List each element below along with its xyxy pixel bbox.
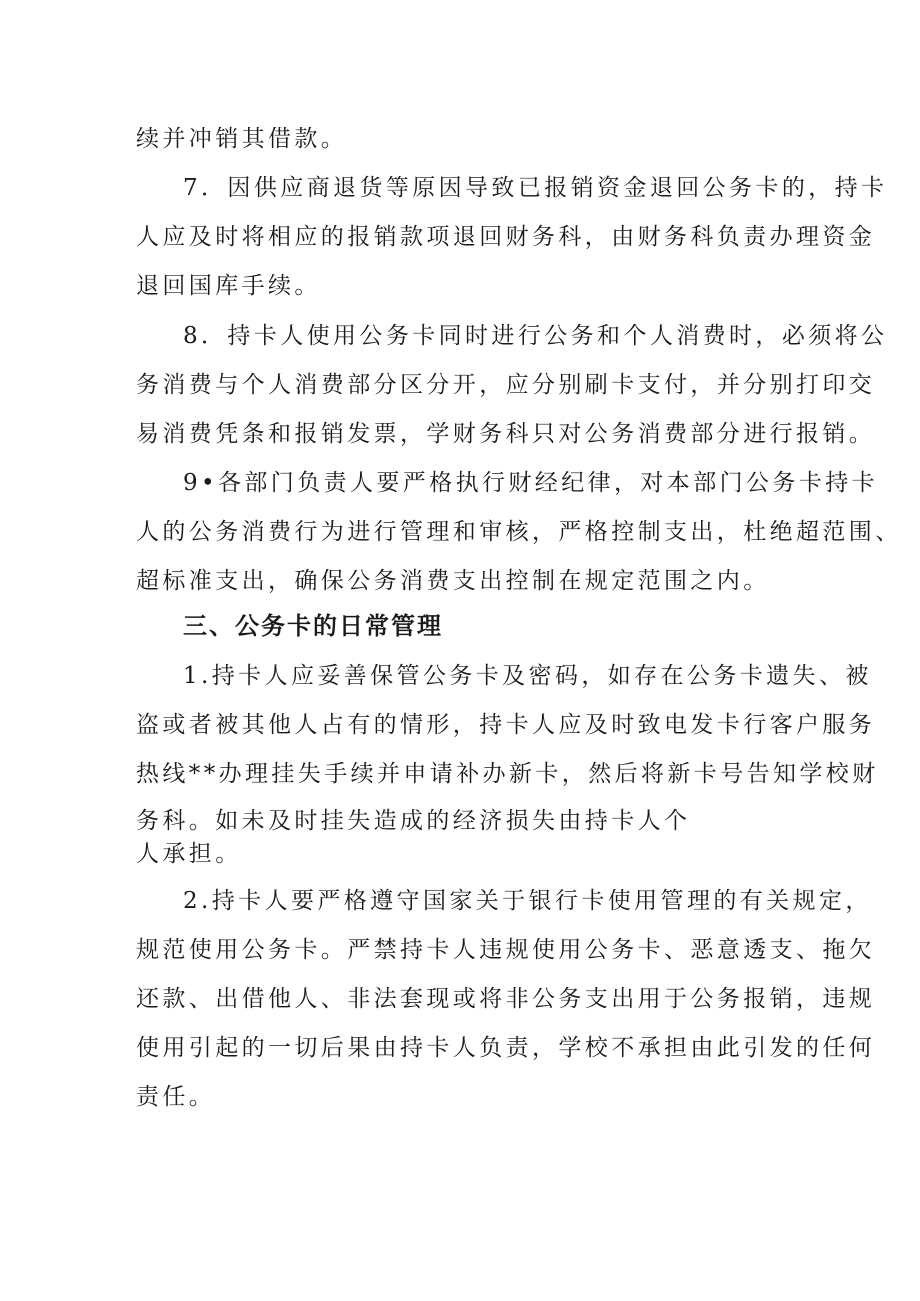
paragraph-8-line-3: 易消费凭条和报销发票，学财务科只对公务消费部分进行报销。 <box>136 421 876 447</box>
section-3-item-1-line-4: 务科。如未及时挂失造成的经济损失由持卡人个 <box>136 808 691 834</box>
section-3-item-2-line-1: 2.持卡人要严格遵守国家关于银行卡使用管理的有关规定， <box>183 888 872 914</box>
section-3-heading: 三、公务卡的日常管理 <box>183 612 443 640</box>
paragraph-9-line-2: 人的公务消费行为进行管理和审核，严格控制支出，杜绝超范围、 <box>136 519 902 545</box>
section-3-item-2-line-3: 还款、出借他人、非法套现或将非公务支出用于公务报销，违规 <box>136 986 876 1012</box>
paragraph-9-line-1: 9•各部门负责人要严格执行财经纪律，对本部门公务卡持卡 <box>183 470 878 496</box>
section-3-item-1-line-2: 盗或者被其他人占有的情形，持卡人应及时致电发卡行客户服务 <box>136 712 876 738</box>
section-3-item-2-line-5: 责任。 <box>136 1084 216 1110</box>
section-3-item-2-line-2: 规范使用公务卡。严禁持卡人违规使用公务卡、恶意透支、拖欠 <box>136 937 876 963</box>
paragraph-7-line-1: 7．因供应商退货等原因导致已报销资金退回公务卡的，持卡 <box>183 175 888 201</box>
paragraph-6-continuation: 续并冲销其借款。 <box>136 126 348 152</box>
paragraph-9-line-3: 超标准支出，确保公务消费支出控制在规定范围之内。 <box>136 568 770 594</box>
paragraph-8-line-1: 8．持卡人使用公务卡同时进行公务和个人消费时，必须将公 <box>183 323 888 349</box>
paragraph-7-line-2: 人应及时将相应的报销款项退回财务科，由财务科负责办理资金 <box>136 224 876 250</box>
section-3-item-1-line-3: 热线**办理挂失手续并申请补办新卡，然后将新卡号告知学校财 <box>136 761 879 787</box>
paragraph-7-line-3: 退回国库手续。 <box>136 273 321 299</box>
section-3-item-1-line-1: 1.持卡人应妥善保管公务卡及密码，如存在公务卡遗失、被 <box>183 663 872 689</box>
paragraph-8-line-2: 务消费与个人消费部分区分开，应分别刷卡支付，并分别打印交 <box>136 372 876 398</box>
section-3-item-2-line-4: 使用引起的一切后果由持卡人负责，学校不承担由此引发的任何 <box>136 1035 876 1061</box>
section-3-item-1-line-5: 人承担。 <box>136 841 242 867</box>
